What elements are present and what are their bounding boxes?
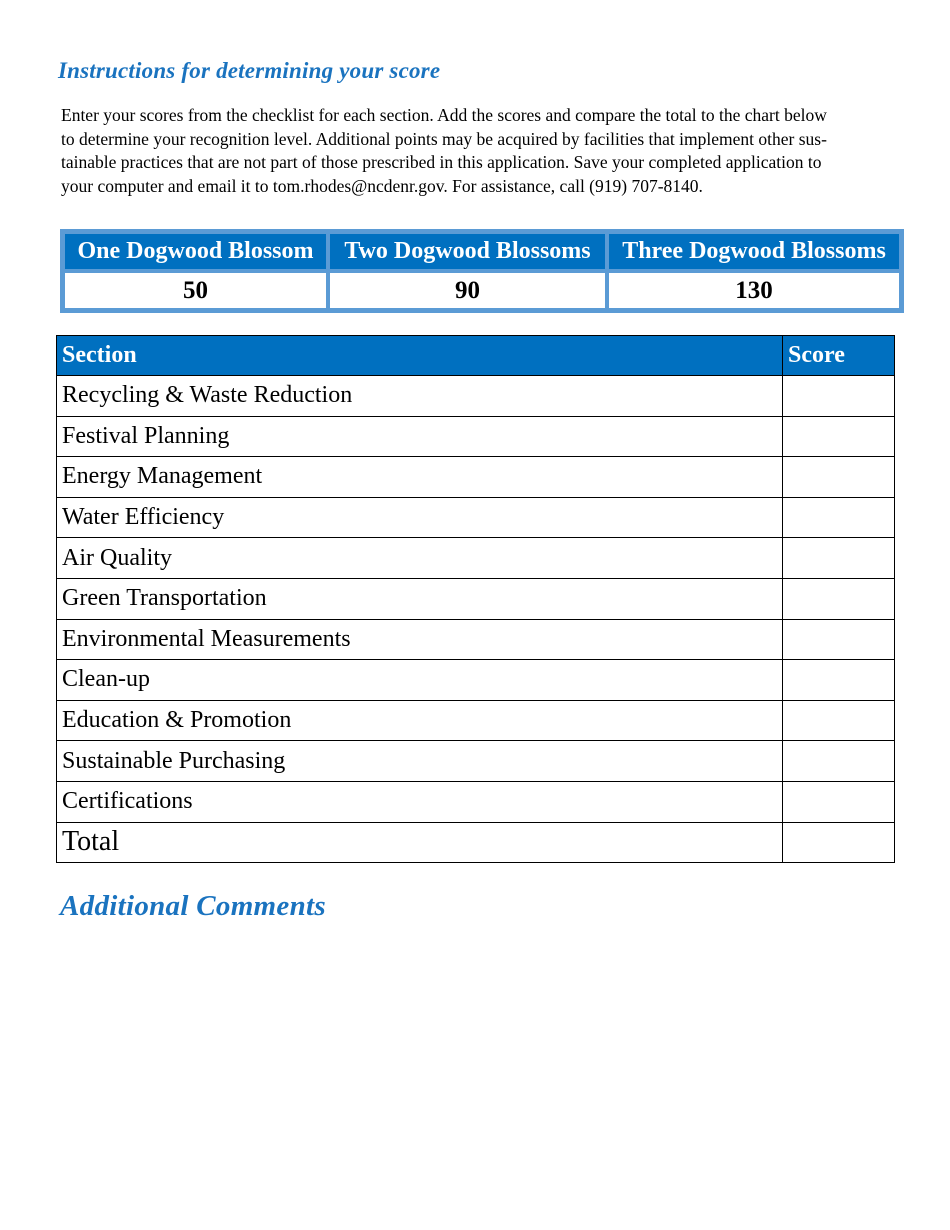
score-field[interactable] (783, 619, 895, 660)
total-label: Total (57, 822, 783, 863)
additional-comments-heading: Additional Comments (60, 890, 326, 922)
score-field[interactable] (783, 538, 895, 579)
score-field[interactable] (783, 700, 895, 741)
score-field[interactable] (783, 376, 895, 417)
level-three-points: 130 (607, 271, 901, 310)
table-row (57, 700, 895, 741)
table-row (57, 741, 895, 782)
level-one-header: One Dogwood Blossom (63, 232, 328, 271)
section-label: Environmental Measurements (57, 619, 783, 660)
total-row (57, 822, 895, 863)
section-label: Education & Promotion (57, 700, 783, 741)
table-row (57, 619, 895, 660)
levels-value-row (63, 271, 901, 310)
table-row (57, 497, 895, 538)
instructions-text: Enter your scores from the checklist for each section. Add the scores and compare the total to the chart below to determine your recognition level. Additional points may be acquired by facilities that implement other sus- tainable practices that are not part of those prescribed in this application. Save your completed application to your computer and email it to tom.rhodes@ncdenr.gov. For assistance, call (919) 707-8140. (61, 105, 827, 196)
recognition-levels-table (60, 229, 904, 313)
table-row (57, 416, 895, 457)
score-field[interactable] (783, 457, 895, 498)
table-row (57, 578, 895, 619)
table-row (57, 457, 895, 498)
table-row (57, 781, 895, 822)
section-score-table (56, 335, 895, 863)
section-label: Festival Planning (57, 416, 783, 457)
section-label: Clean-up (57, 660, 783, 701)
table-row (57, 660, 895, 701)
score-column-header: Score (783, 336, 895, 376)
section-table-header (57, 336, 895, 376)
instructions-heading: Instructions for determining your score (58, 58, 441, 83)
score-field[interactable] (783, 578, 895, 619)
score-field[interactable] (783, 660, 895, 701)
section-label: Energy Management (57, 457, 783, 498)
section-label: Sustainable Purchasing (57, 741, 783, 782)
section-column-header: Section (57, 336, 783, 376)
score-field[interactable] (783, 416, 895, 457)
score-field[interactable] (783, 497, 895, 538)
section-label: Water Efficiency (57, 497, 783, 538)
score-field[interactable] (783, 781, 895, 822)
level-three-header: Three Dogwood Blossoms (607, 232, 901, 271)
level-two-points: 90 (328, 271, 607, 310)
score-field[interactable] (783, 741, 895, 782)
table-row (57, 376, 895, 417)
section-label: Certifications (57, 781, 783, 822)
level-two-header: Two Dogwood Blossoms (328, 232, 607, 271)
section-label: Recycling & Waste Reduction (57, 376, 783, 417)
table-row (57, 538, 895, 579)
level-one-points: 50 (63, 271, 328, 310)
section-label: Air Quality (57, 538, 783, 579)
total-score-field[interactable] (783, 822, 895, 863)
section-label: Green Transportation (57, 578, 783, 619)
levels-header-row (63, 232, 901, 271)
